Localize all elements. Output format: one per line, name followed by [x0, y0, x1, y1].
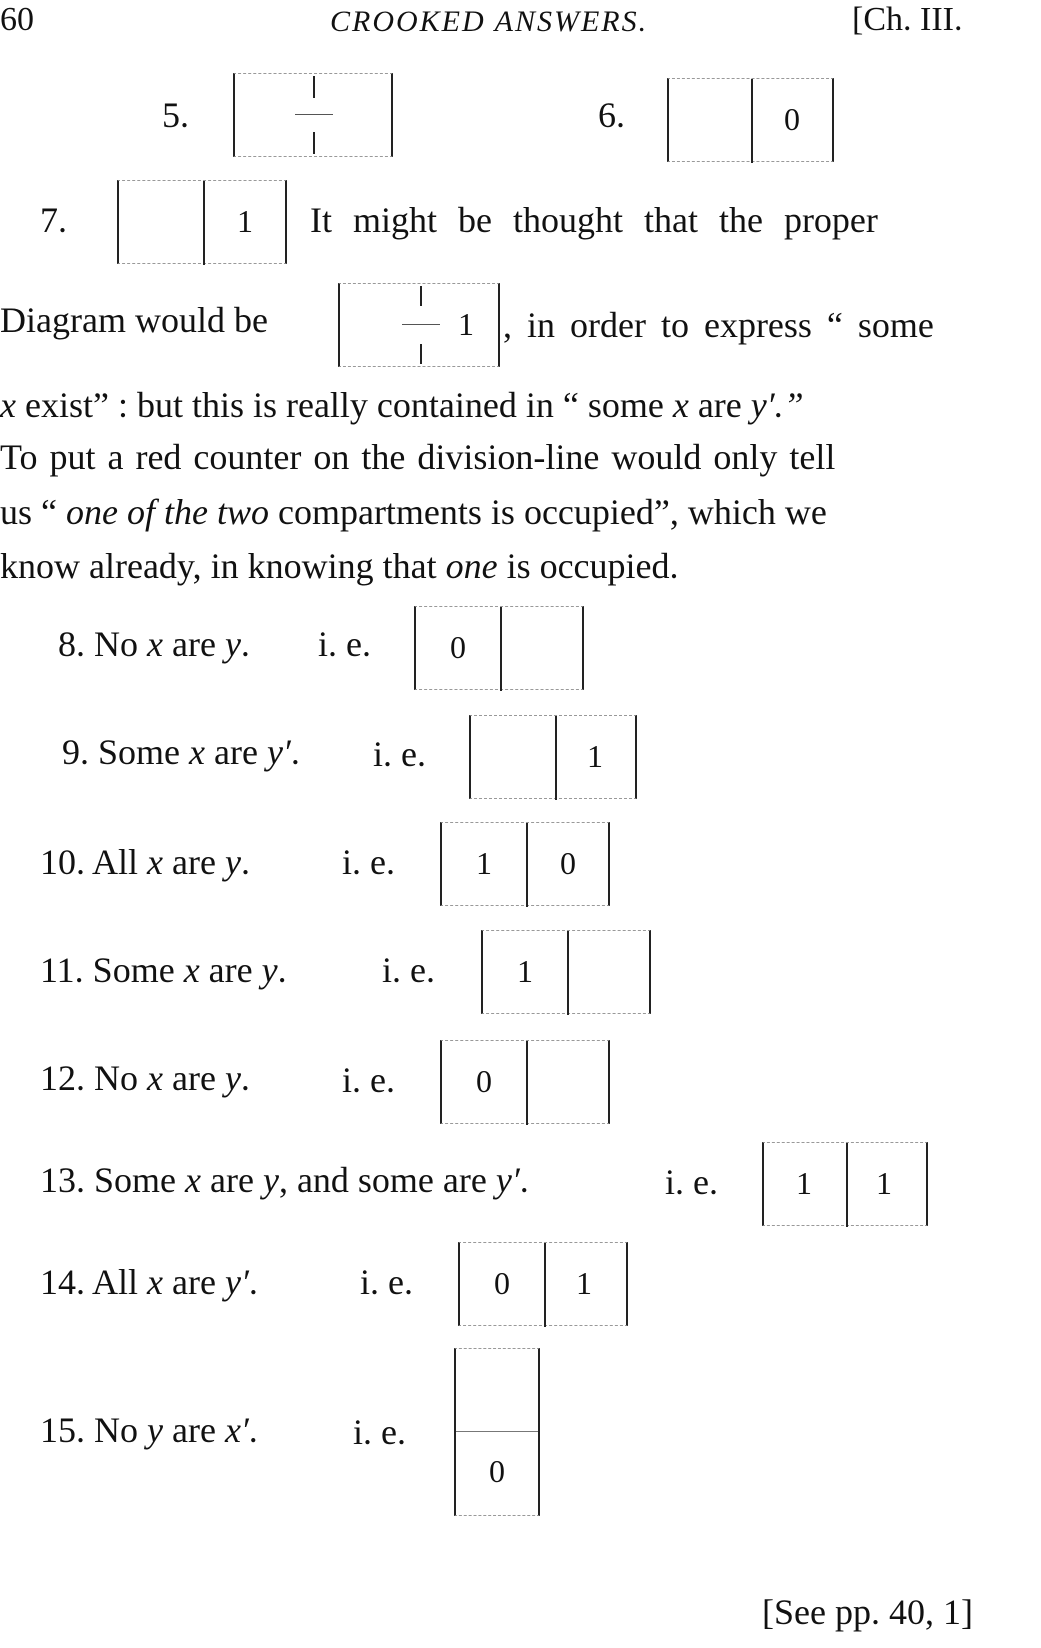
- paragraph-line: , in order to express “ some: [503, 305, 934, 345]
- diagram-cell-value: 0: [476, 1063, 492, 1099]
- page-reference: [See pp. 40, 1]: [762, 1592, 973, 1632]
- item-number: 6.: [598, 95, 625, 135]
- ie-label: i. e.: [342, 842, 395, 882]
- biliteral-diagram: [440, 1040, 610, 1124]
- diagram-cell-value: 0: [489, 1453, 505, 1489]
- page-number: 60: [0, 1, 34, 38]
- diagram-cell-value: 1: [458, 306, 474, 342]
- ie-label: i. e.: [382, 950, 435, 990]
- paragraph-line: x exist” : but this is really contained in “ some x are y′.”: [0, 385, 804, 425]
- diagram-cell-value: 0: [494, 1265, 510, 1301]
- ie-label: i. e.: [342, 1060, 395, 1100]
- item-number: 7.: [40, 200, 67, 240]
- diagram-cell-value: 1: [476, 845, 492, 881]
- ie-label: i. e.: [665, 1162, 718, 1202]
- biliteral-diagram: [233, 73, 393, 157]
- running-title: CROOKED ANSWERS.: [330, 5, 649, 38]
- biliteral-diagram: [440, 822, 610, 906]
- proposition: 11. Some x are y.: [40, 950, 287, 990]
- diagram-cell-value: 1: [587, 738, 603, 774]
- paragraph-line: It might be thought that the proper: [310, 200, 878, 240]
- biliteral-diagram: [469, 715, 637, 799]
- biliteral-diagram: [458, 1242, 628, 1326]
- proposition: 15. No y are x′.: [40, 1410, 258, 1450]
- biliteral-diagram: [667, 78, 834, 162]
- paragraph-line: Diagram would be: [0, 300, 268, 340]
- diagram-cell-value: 1: [796, 1165, 812, 1201]
- diagram-cell-value: 1: [517, 953, 533, 989]
- diagram-cell-value: 1: [237, 203, 253, 239]
- proposition: 10. All x are y.: [40, 842, 250, 882]
- paragraph-line: us “ one of the two compartments is occupied”, which we: [0, 492, 827, 532]
- proposition: 13. Some x are y, and some are y′.: [40, 1160, 529, 1200]
- biliteral-diagram: [117, 180, 287, 264]
- proposition: 8. No x are y.: [58, 624, 250, 664]
- diagram-cell-value: 1: [876, 1165, 892, 1201]
- biliteral-diagram: [414, 606, 584, 690]
- vertical-biliteral-diagram: [454, 1348, 540, 1516]
- ie-label: i. e.: [318, 624, 371, 664]
- chapter-label: [Ch. III.: [852, 1, 963, 38]
- biliteral-diagram: [481, 930, 651, 1014]
- proposition: 12. No x are y.: [40, 1058, 250, 1098]
- ie-label: i. e.: [360, 1262, 413, 1302]
- diagram-cell-value: 1: [576, 1265, 592, 1301]
- biliteral-diagram: [762, 1142, 928, 1226]
- diagram-cell-value: 0: [784, 101, 800, 137]
- item-number: 5.: [162, 95, 189, 135]
- ie-label: i. e.: [373, 734, 426, 774]
- proposition: 14. All x are y′.: [40, 1262, 258, 1302]
- proposition: 9. Some x are y′.: [62, 732, 300, 772]
- paragraph-line: know already, in knowing that one is occupied.: [0, 546, 679, 586]
- ie-label: i. e.: [353, 1412, 406, 1452]
- inline-diagram: [338, 283, 500, 367]
- diagram-cell-value: 0: [560, 845, 576, 881]
- diagram-cell-value: 0: [450, 629, 466, 665]
- paragraph-line: To put a red counter on the division-line would only tell: [0, 437, 836, 477]
